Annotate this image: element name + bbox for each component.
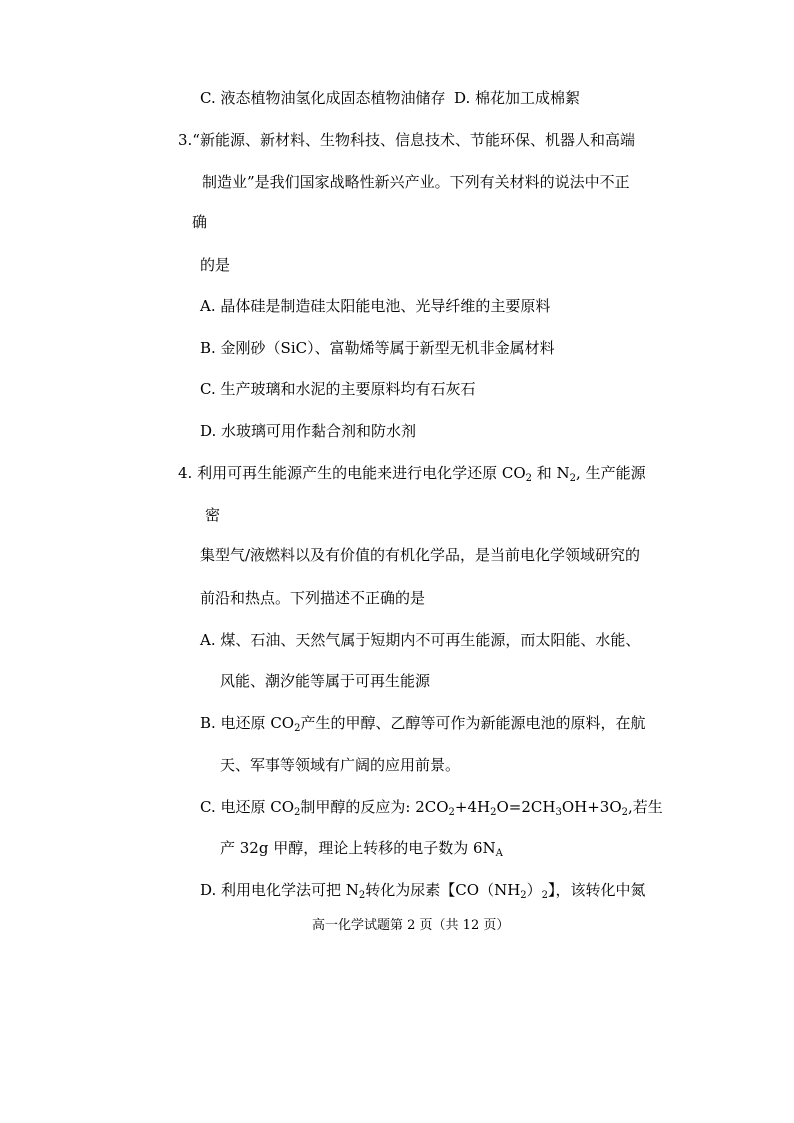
q3-stem-line-3: 确 xyxy=(192,213,208,231)
q3-stem-line-2: 制造业”是我们国家战略性新兴产业。下列有关材料的说法中不正 xyxy=(202,173,630,191)
q3-stem-line-4: 的是 xyxy=(200,256,231,274)
q3-option-a: A. 晶体硅是制造硅太阳能电池、光导纤维的主要原料 xyxy=(200,297,551,315)
q4-stem-line-4: 前沿和热点。下列描述不正确的是 xyxy=(200,589,426,607)
q4-option-a-line-2: 风能、潮汐能等属于可再生能源 xyxy=(220,672,431,690)
q3-stem-line-1: 3.“新能源、新材料、生物科技、信息技术、节能环保、机器人和高端 xyxy=(178,131,635,149)
q3-option-c: C. 生产玻璃和水泥的主要原料均有石灰石 xyxy=(200,380,476,398)
page-footer: 高一化学试题第 2 页（共 12 页） xyxy=(312,918,510,933)
q4-stem-line-2: 密 xyxy=(205,506,221,524)
q3-option-b: B. 金刚砂（SiC）、富勒烯等属于新型无机非金属材料 xyxy=(200,339,555,357)
q4-option-c-line-1: C. 电还原 $CO_2$制甲醇的反应为: $2CO_2+4H_2O=2CH_3OH+3O_2$,若生 xyxy=(200,798,663,818)
q4-option-c-line-2: 产 32g 甲醇，理论上转移的电子数为 $6N_A$ xyxy=(220,839,503,859)
q4-option-b-line-1: B. 电还原 $CO_2$产生的甲醇、乙醇等可作为新能源电池的原料，在航 xyxy=(200,714,646,734)
q4-stem-line-3: 集型气/液燃料以及有价值的有机化学品，是当前电化学领域研究的 xyxy=(200,546,641,564)
q4-stem-line-1: 4. 利用可再生能源产生的电能来进行电化学还原 $CO_2$ 和 $N_2$, 生产能源 xyxy=(178,464,646,484)
q4-option-a-line-1: A. 煤、石油、天然气属于短期内不可再生能源，而太阳能、水能、 xyxy=(200,631,641,649)
q2-option-c: C. 液态植物油氢化成固态植物油储存 xyxy=(200,89,446,107)
q4-option-d-line-1: D. 利用电化学法可把 $N_2$转化为尿素【$CO(NH_2)_2$】，该转化中氮 xyxy=(200,881,646,901)
q2-option-d: D. 棉花加工成棉絮 xyxy=(454,89,581,107)
q3-option-d: D. 水玻璃可用作黏合剂和防水剂 xyxy=(200,422,417,440)
q4-option-b-line-2: 天、军事等领域有广阔的应用前景。 xyxy=(220,756,461,774)
